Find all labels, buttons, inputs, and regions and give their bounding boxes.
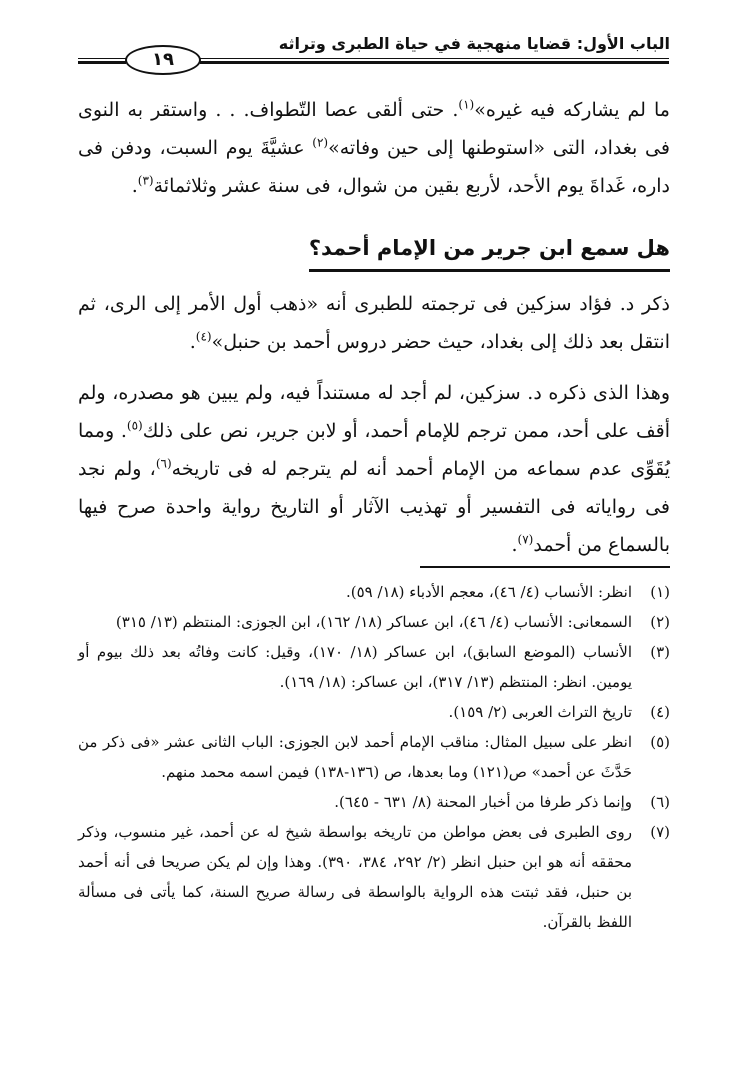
footnote-text: السمعانى: الأنساب (٤/ ٤٦)، ابن عساكر (١٨/ ١٦٢)، ابن الجوزى: المنتظم (١٣/ ٣١٥) xyxy=(115,613,632,631)
footnotes xyxy=(78,577,670,937)
footnote-number: (٤) xyxy=(650,703,670,721)
footnote-ref-6[interactable]: (٦) xyxy=(155,456,172,471)
footnote-ref-7[interactable]: (٧) xyxy=(517,532,534,547)
footnote-text: انظر: الأنساب (٤/ ٤٦)، معجم الأدباء (١٨/ ٥٩). xyxy=(345,583,632,601)
footnote-text: الأنساب (الموضع السابق)، ابن عساكر (١٨/ ١٧٠)، وقيل: كانت وفاتُه بعد ذلك بيوم أو يومين. انظر: المنتظم (١٣/ ٣١٧)، ابن عساكر: (١٨/ ١٦٩). xyxy=(78,643,632,691)
running-head: الباب الأول: قضايا منهجية في حياة الطبرى وتراثه xyxy=(278,34,670,53)
footnote-text: وإنما ذكر طرفا من أخبار المحنة (٨/ ٦٣١ - ٦٤٥). xyxy=(334,793,632,811)
header-rule-thick xyxy=(200,61,669,64)
footnote-text: انظر على سبيل المثال: مناقب الإمام أحمد لابن الجوزى: الباب الثانى عشر «فى ذكر من حَدَّثَ عن أحمد» ص(١٢١) وما بعدها، ص (١٣٦-١٣٨) فيمن اسمه محمد منهم. xyxy=(78,733,632,781)
body-paragraph-3: وهذا الذى ذكره د. سزكين، لم أجد له مستنداً فيه، ولم يبين هو مصدره، ولم أقف على أحد، ممن ترجم للإمام أحمد، أو لابن جرير، نص على ذلك$^{(٥)}$. ومما يُقَوِّى عدم سماعه من الإمام أحمد أنه لم يترجم له فى تاريخه$^{(٦)}$، ولم نجد فى رواياته فى التفسير أو تهذيب الآثار أو التاريخ رواية واحدة صرح فيها بالسماع من أحمد$^{(٧)}$. xyxy=(78,382,670,556)
footnote-number: (٣) xyxy=(650,643,670,661)
footnote-item xyxy=(78,637,670,697)
footnote-ref-5[interactable]: (٥) xyxy=(126,418,143,433)
footnote-item xyxy=(78,787,670,817)
header-rule-thin xyxy=(200,58,669,59)
footnote-number: (٦) xyxy=(650,793,670,811)
footnote-item xyxy=(78,697,670,727)
footnote-ref-1[interactable]: (١) xyxy=(458,97,475,112)
footnote-number: (١) xyxy=(650,583,670,601)
header-rule-thick-left xyxy=(78,61,126,64)
footnote-item xyxy=(78,817,670,937)
body-paragraph-1: ما لم يشاركه فيه غيره»$^{(١)}$. حتى ألقى عصا التّطواف. . . واستقر به النوى فى بغداد، التى «استوطنها إلى حين وفاته»$^{(٢)}$ عشيَّةَ يوم السبت، ودفن فى داره، غَداةَ يوم الأحد، لأربع بقين من شوال، فى سنة عشر وثلاثمائة$^{(٣)}$. xyxy=(78,97,670,197)
footnote-ref-2[interactable]: (٢) xyxy=(312,135,329,150)
footnote-item xyxy=(78,607,670,637)
footnote-item xyxy=(78,577,670,607)
footnote-item xyxy=(78,727,670,787)
page-number: ١٩ xyxy=(125,45,201,75)
footnote-number: (٥) xyxy=(650,733,670,751)
footnote-text: تاريخ التراث العربى (٢/ ١٥٩). xyxy=(448,703,632,721)
footnote-text: روى الطبرى فى بعض مواطن من تاريخه بواسطة شيخ له عن أحمد، غير منسوب، وذكر محققه أنه هو ابن حنبل انظر (٢/ ٢٩٢، ٣٨٤، ٣٩٠). وهذا وإن لم يكن صريحا فى أنه أحمد بن حنبل، فقد ثبتت هذه الرواية بالواسطة فى رسالة صريح السنة، كما يأتى فى مسألة اللفظ بالقرآن. xyxy=(78,823,633,931)
footnote-number: (٢) xyxy=(650,613,670,631)
section-heading: هل سمع ابن جرير من الإمام أحمد؟ xyxy=(309,233,670,272)
body-paragraph-2: ذكر د. فؤاد سزكين فى ترجمته للطبرى أنه «ذهب أول الأمر إلى الرى، ثم انتقل بعد ذلك إلى بغداد، حيث حضر دروس أحمد بن حنبل»$^{(٤)}$. xyxy=(78,293,670,353)
footnote-ref-3[interactable]: (٣) xyxy=(137,173,154,188)
header-rule-thin-left xyxy=(78,58,126,59)
footnote-separator xyxy=(420,566,670,568)
footnote-number: (٧) xyxy=(650,823,670,841)
footnote-ref-4[interactable]: (٤) xyxy=(195,329,212,344)
